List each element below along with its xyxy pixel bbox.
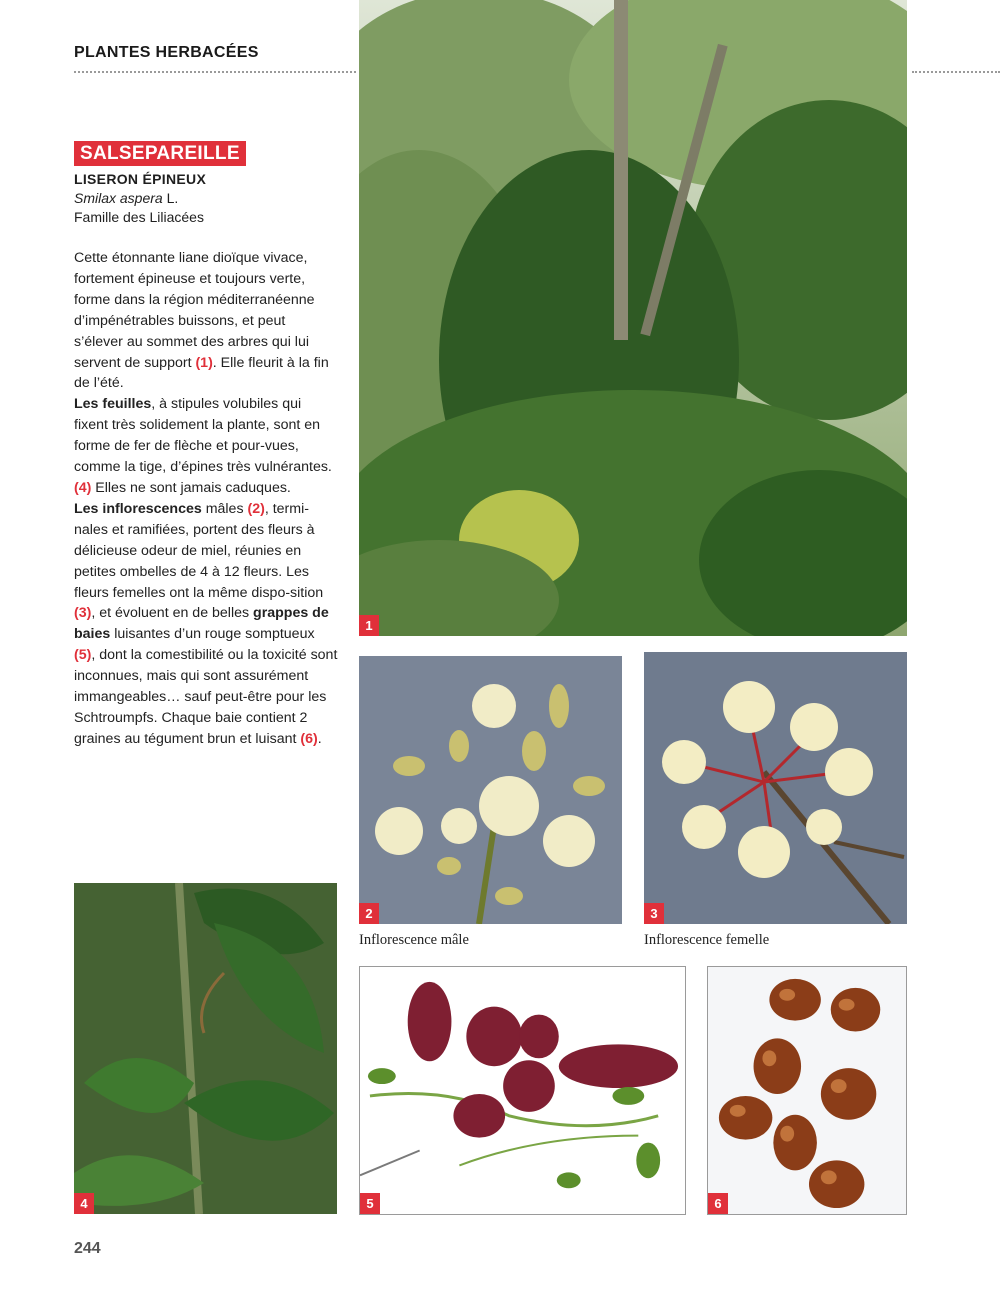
forest-photo-image: [359, 0, 907, 636]
ref-6: (6): [300, 730, 318, 747]
photo-male-inflorescence: [359, 656, 622, 924]
ref-5: (5): [74, 647, 92, 664]
ref-1: (1): [195, 354, 213, 371]
latin-genus-species: Smilax aspera: [74, 190, 163, 206]
photo-female-inflorescence: [644, 652, 907, 924]
photo-number-badge: 2: [359, 903, 379, 924]
photo-berry-clusters: [359, 966, 686, 1215]
paragraph-inflorescences: Les inflorescences mâles (2), termi-nales et ramifiées, portent des fleurs à délicieuse odeur de miel, réunies en petites ombelles de 4 à 12 fleurs. Les fleurs femelles ont la même dispo-sition (3), et évoluent en de belles grappes de baies luisantes d’un rouge somptueux (5), dont la comestibilité ou la toxicité sont inconnues, mais qui sont assurément immangeables… sauf peut-être pour les Schtroumpfs. Chaque baie contient 2 graines au tégument brun et luisant (6).: [74, 500, 338, 747]
photo-forest-vine: [359, 0, 907, 636]
leaves-image: [74, 883, 337, 1214]
photo-number-badge: 3: [644, 903, 664, 924]
paragraph-leaves: Les feuilles, à stipules volubiles qui fixent très solidement la plante, sont en forme de fer de flèche et pour-vues, comme la tige, d’épines très vulnérantes. (4) Elles ne sont jamais caduques.: [74, 396, 332, 496]
photo-number-badge: 6: [708, 1193, 728, 1214]
male-flower-image: [359, 656, 622, 924]
entry-meta: [74, 170, 206, 227]
header-divider-left: [74, 71, 356, 73]
latin-author: L.: [162, 190, 179, 206]
photo-number-badge: 1: [359, 615, 379, 636]
latin-name: [74, 189, 206, 208]
ref-3: (3): [74, 605, 92, 622]
section-header: PLANTES HERBACÉES: [74, 44, 259, 61]
berries-image: [360, 967, 685, 1214]
caption-female: Inflorescence femelle: [644, 932, 770, 948]
ref-4: (4): [74, 479, 92, 496]
page-number: 244: [74, 1240, 101, 1257]
ref-2: (2): [247, 500, 265, 517]
entry-title-badge: SALSEPAREILLE: [74, 141, 246, 166]
female-flower-image: [644, 652, 907, 924]
common-name: LISERON ÉPINEUX: [74, 171, 207, 187]
body-text: [74, 248, 338, 750]
family-name: Famille des Liliacées: [74, 209, 204, 225]
photo-number-badge: 4: [74, 1193, 94, 1214]
caption-male: Inflorescence mâle: [359, 932, 469, 948]
photo-seeds: [707, 966, 907, 1215]
paragraph-intro: Cette étonnante liane dioïque vivace, fortement épineuse et toujours verte, forme dans la région méditerranéenne d’impénétrables buissons, et peut s’élever au sommet des arbres qui lui servent de support (1). Elle fleurit à la fin de l’été.: [74, 250, 329, 392]
photo-number-badge: 5: [360, 1193, 380, 1214]
seeds-image: [708, 967, 906, 1214]
photo-leaves: [74, 883, 337, 1214]
header-divider-right: [912, 71, 1000, 73]
